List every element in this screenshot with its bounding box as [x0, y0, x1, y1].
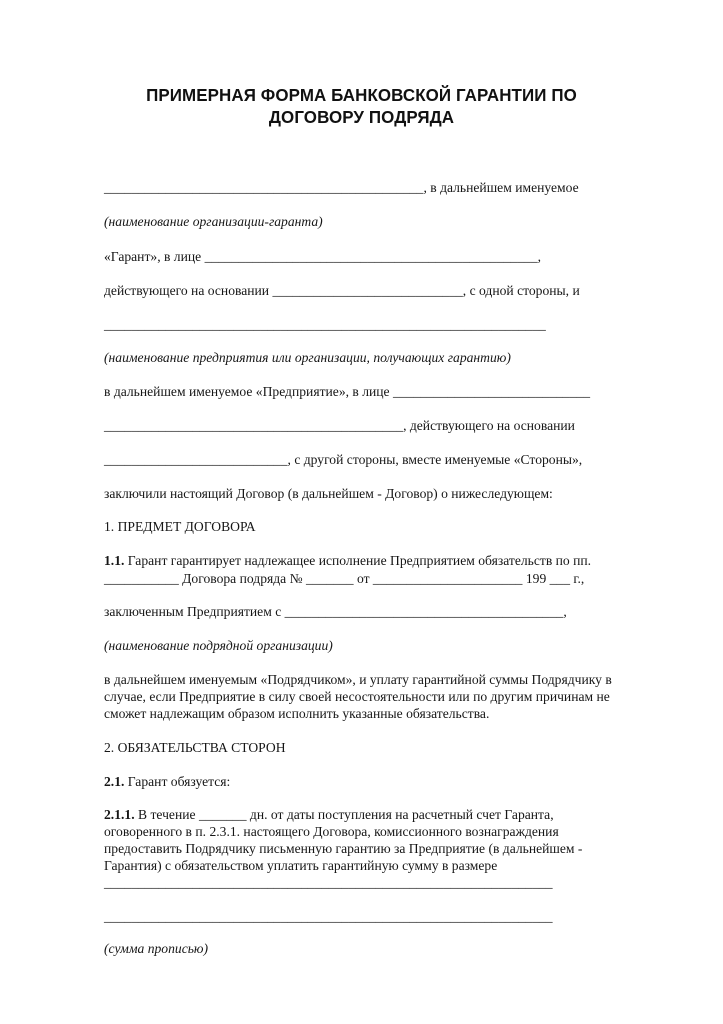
guarantor-name-caption: (наименование организации-гаранта) — [104, 214, 323, 229]
guarantor-name-line: _______________________________________________, в дальнейшем именуемое — [104, 180, 579, 195]
title-line-1: ПРИМЕРНАЯ ФОРМА БАНКОВСКОЙ ГАРАНТИИ ПО — [146, 85, 577, 105]
document-title — [0, 84, 723, 128]
clause-2-1-1-number: 2.1.1. — [104, 807, 135, 822]
clause-2-1-1-line-3: предоставить Подрядчику письменную гарантию за Предприятие (в дальнейшем - — [104, 841, 583, 856]
clause-2-1-1-text: В течение _______ дн. от даты поступления на расчетный счет Гаранта, — [134, 807, 554, 822]
clause-2-1-number: 2.1. — [104, 774, 125, 789]
agreement-intro-line: заключили настоящий Договор (в дальнейшем - Договор) о нижеследующем: — [104, 486, 553, 501]
enterprise-name-line: _________________________________________________________________ — [104, 317, 546, 332]
amount-caption: (сумма прописью) — [104, 941, 209, 956]
amount-blank-line-1: __________________________________________________________________ — [104, 875, 553, 890]
clause-2-1-text: Гарант обязуется: — [124, 774, 231, 789]
clause-2-1 — [104, 774, 230, 790]
section-1-heading: 1. ПРЕДМЕТ ДОГОВОРА — [104, 519, 256, 534]
amount-blank-line-2: __________________________________________________________________ — [104, 909, 553, 924]
title-line-2: ДОГОВОРУ ПОДРЯДА — [268, 107, 455, 127]
contractor-caption: (наименование подрядной организации) — [104, 638, 333, 653]
enterprise-basis-line: ___________________________, с другой стороны, вместе именуемые «Стороны», — [104, 452, 583, 467]
clause-1-1-para-line-1: в дальнейшем именуемым «Подрядчиком», и уплату гарантийной суммы Подрядчику в — [104, 672, 612, 687]
enterprise-representative-line-2: ____________________________________________, действующего на основании — [104, 418, 575, 433]
section-2-heading: 2. ОБЯЗАТЕЛЬСТВА СТОРОН — [104, 740, 286, 755]
clause-1-1-para-line-3: сможет надлежащим образом исполнить указанные обязательства. — [104, 706, 490, 721]
clause-1-1-line-1 — [104, 553, 591, 569]
clause-2-1-1-line-4: Гарантия) с обязательством уплатить гарантийную сумму в размере — [104, 858, 498, 873]
enterprise-representative-line: в дальнейшем именуемое «Предприятие», в лице _____________________________ — [104, 384, 591, 399]
clause-1-1-para-line-2: случае, если Предприятие в силу своей несостоятельности или по другим причинам не — [104, 689, 610, 704]
clause-1-1-line-2: ___________ Договора подряда № _______ от ______________________ 199 ___ г., — [104, 571, 585, 586]
guarantor-basis-line: действующего на основании ____________________________, с одной стороны, и — [104, 283, 580, 298]
clause-1-1-number: 1.1. — [104, 553, 125, 568]
guarantor-representative-line: «Гарант», в лице _________________________________________________, — [104, 249, 542, 264]
clause-2-1-1-line-2: оговоренного в п. 2.3.1. настоящего Договора, комиссионного вознаграждения — [104, 824, 559, 839]
clause-1-1-text: Гарант гарантирует надлежащее исполнение Предприятием обязательств по пп. — [124, 553, 592, 568]
enterprise-name-caption: (наименование предприятия или организации, получающих гарантию) — [104, 350, 511, 365]
clause-2-1-1-line-1 — [104, 807, 554, 823]
contractor-line: заключенным Предприятием с _________________________________________, — [104, 604, 567, 619]
